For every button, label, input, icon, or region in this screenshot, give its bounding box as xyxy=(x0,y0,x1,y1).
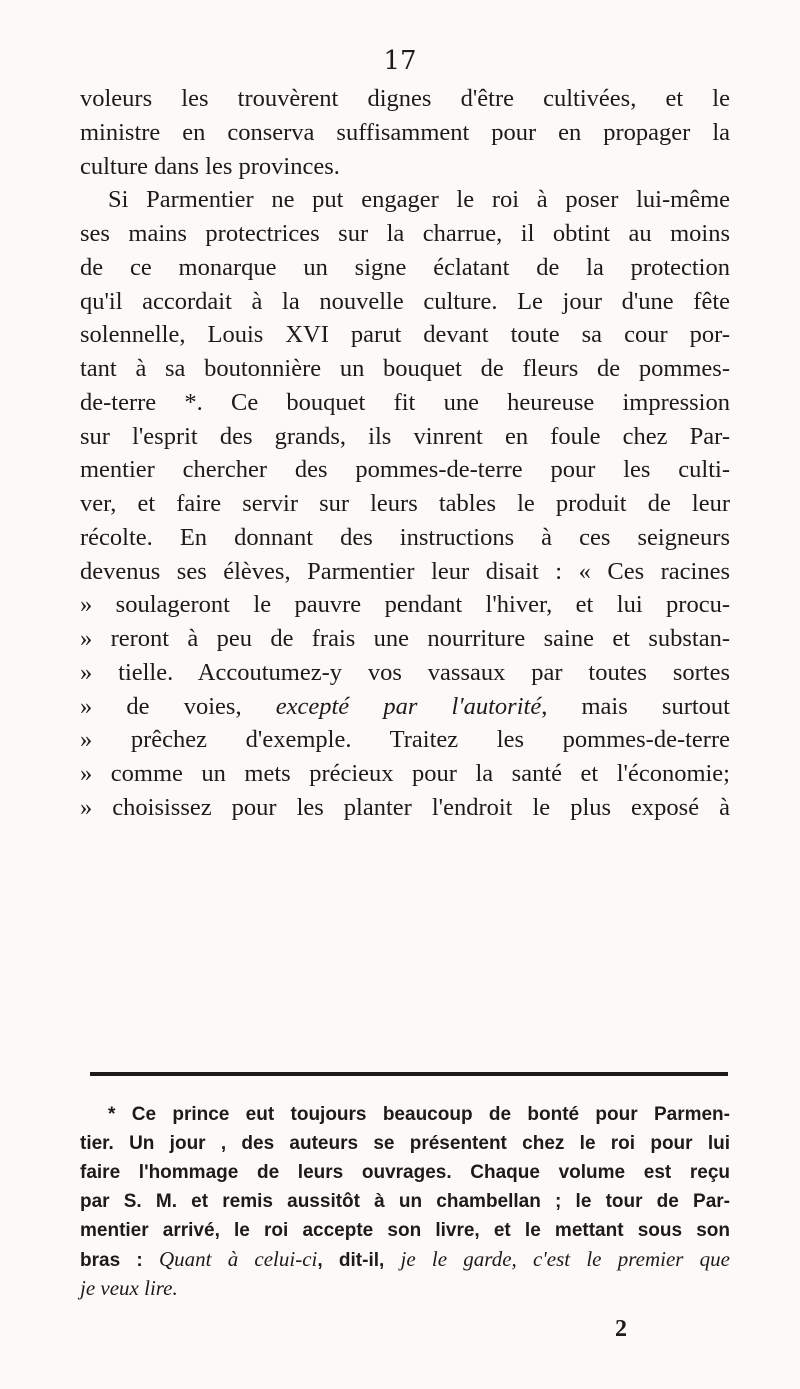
footnote xyxy=(80,1100,730,1303)
text-line: récolte. En donnant des instructions à ces seigneurs xyxy=(80,523,730,551)
text-line: sur l'esprit des grands, ils vinrent en foule chez Par- xyxy=(80,422,730,450)
italic-phrase: je veux lire. xyxy=(80,1276,178,1300)
text-segment: , mais surtout xyxy=(541,692,730,720)
text-line: culture dans les provinces. xyxy=(80,152,340,180)
footnote-line: faire l'hommage de leurs ouvrages. Chaque volume est reçu xyxy=(80,1162,730,1183)
text-line: de ce monarque un signe éclatant de la protection xyxy=(80,253,730,281)
italic-phrase: excepté par l'autorité xyxy=(275,692,542,720)
text-line: devenus ses élèves, Parmentier leur disait : « Ces racines xyxy=(80,557,730,585)
body-text xyxy=(80,82,730,825)
text-segment: bras : xyxy=(80,1250,159,1271)
footnote-line: par S. M. et remis aussitôt à un chambellan ; le tour de Par- xyxy=(80,1191,730,1212)
footnote-line: mentier arrivé, le roi accepte son livre, et le mettant sous son xyxy=(80,1220,730,1241)
text-line: » tielle. Accoutumez-y vos vassaux par toutes sortes xyxy=(80,658,730,686)
text-line: ver, et faire servir sur leurs tables le produit de leur xyxy=(80,490,730,517)
text-line: mentier chercher des pommes-de-terre pour les culti- xyxy=(80,456,730,484)
text-line: ses mains protectrices sur la charrue, il obtint au moins xyxy=(80,220,730,247)
text-line: » reront à peu de frais une nourriture saine et substan- xyxy=(80,625,730,652)
text-line: voleurs les trouvèrent dignes d'être cultivées, et le xyxy=(80,85,730,112)
signature-mark: 2 xyxy=(615,1316,627,1342)
text-line: » soulageront le pauvre pendant l'hiver, et lui procu- xyxy=(80,591,730,619)
text-line-with-italic xyxy=(80,690,730,724)
text-line: solennelle, Louis XVI parut devant toute sa cour por- xyxy=(80,321,730,349)
footnote-line: * Ce prince eut toujours beaucoup de bonté pour Parmen- xyxy=(108,1104,730,1125)
text-line: » choisissez pour les planter l'endroit le plus exposé à xyxy=(80,793,730,821)
italic-phrase: je le garde, c'est le premier que xyxy=(400,1247,730,1271)
footnote-line xyxy=(80,1274,730,1303)
footnote-line: tier. Un jour , des auteurs se présentent chez le roi pour lui xyxy=(80,1133,730,1154)
footnote-line-with-italic xyxy=(80,1245,730,1274)
text-line: Si Parmentier ne put engager le roi à poser lui-même xyxy=(108,186,730,214)
text-line: de-terre *. Ce bouquet fit une heureuse impression xyxy=(80,388,730,416)
text-segment: » de voies, xyxy=(80,692,276,720)
text-segment: , dit-il, xyxy=(317,1250,401,1271)
text-line: tant à sa boutonnière un bouquet de fleurs de pommes- xyxy=(80,355,730,382)
text-line: » comme un mets précieux pour la santé et l'économie; xyxy=(80,760,730,787)
text-line: qu'il accordait à la nouvelle culture. Le jour d'une fête xyxy=(80,287,730,315)
text-line: » prêchez d'exemple. Traitez les pommes-de-terre xyxy=(80,726,730,754)
italic-phrase: Quant à celui-ci xyxy=(158,1247,318,1271)
footnote-divider xyxy=(90,1072,728,1076)
page-number: 17 xyxy=(383,46,417,76)
text-line: ministre en conserva suffisamment pour en propager la xyxy=(80,118,730,146)
